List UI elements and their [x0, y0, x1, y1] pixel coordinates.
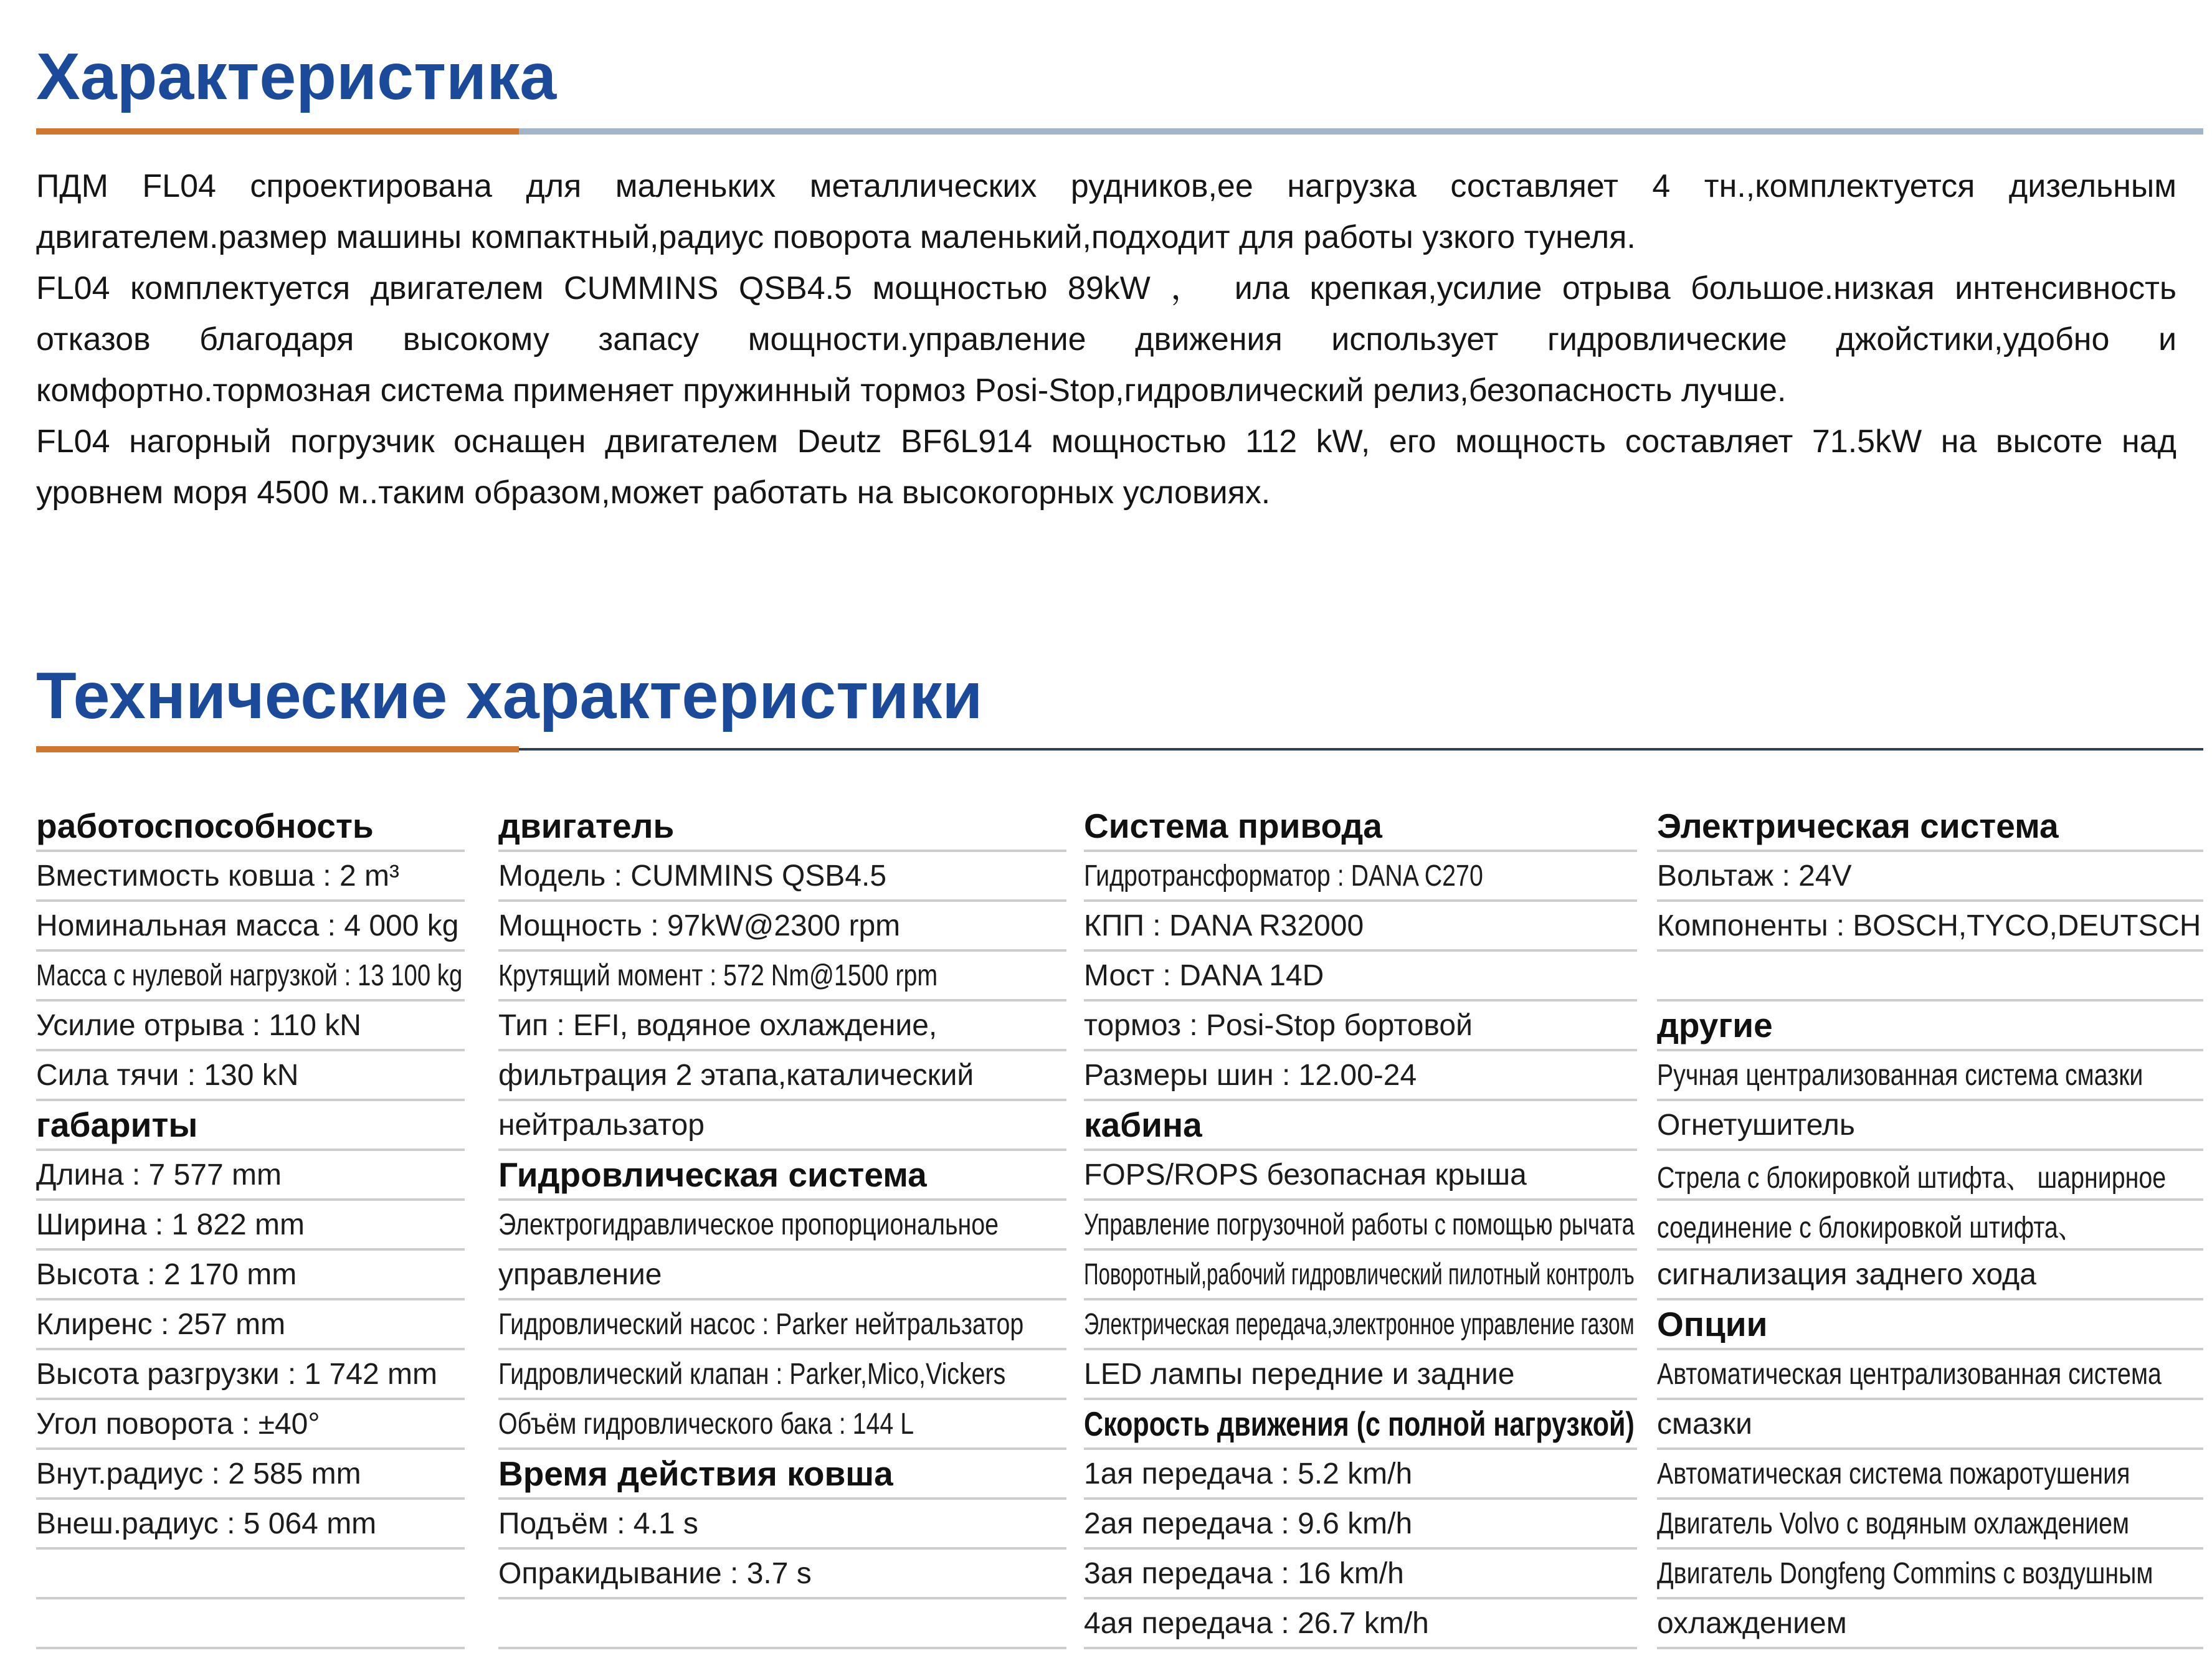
- spec-row: [498, 1350, 1066, 1400]
- spec-row-text: Ручная централизованная система смазки: [1657, 1058, 2143, 1092]
- spec-row-text: Высота разгрузки : 1 742 mm: [36, 1357, 437, 1391]
- spec-row: [1084, 1599, 1637, 1649]
- spec-row-text: Электрогидравлическое пропорциональное: [498, 1208, 999, 1241]
- spec-row-text: Мощность : 97kW@2300 rpm: [498, 909, 901, 942]
- spec-row-text: управление: [498, 1258, 662, 1291]
- spec-row: [498, 1550, 1066, 1599]
- spec-section-header: [1657, 802, 2203, 852]
- spec-row-text: Двигатель Volvo с водяным охлаждением: [1657, 1507, 2130, 1540]
- spec-section-header: [1657, 1300, 2203, 1350]
- spec-row-text: Стрела с блокировкой штифта、 шарнирное: [1657, 1161, 2167, 1195]
- spec-row: [1657, 1251, 2203, 1300]
- spec-section-header: [1084, 1101, 1637, 1151]
- spec-row-text: тормоз : Posi-Stop бортовой: [1084, 1008, 1473, 1042]
- spec-row-text: Высота : 2 170 mm: [36, 1258, 297, 1291]
- spec-row: [36, 1550, 465, 1599]
- spec-row-text: Управление погрузочной работы с помощью рычата: [1084, 1208, 1635, 1241]
- spec-row: [498, 952, 1066, 1002]
- paragraph-line: уровнем моря 4500 м..таким образом,может работать на высокогорных условиях.: [36, 475, 1271, 511]
- spec-row: [498, 852, 1066, 902]
- section-title-characteristics: Характеристика: [36, 40, 557, 113]
- spec-row-text: Масса с нулевой нагрузкой : 13 100 kg: [36, 959, 463, 992]
- spec-row-text: Автоматическая система пожаротушения: [1657, 1457, 2130, 1490]
- spec-row-text: 2ая передача : 9.6 km/h: [1084, 1507, 1413, 1540]
- spec-row-text: кабина: [1084, 1106, 1202, 1144]
- spec-row: [1657, 1550, 2203, 1599]
- spec-row-text: Усилие отрыва : 110 kN: [36, 1008, 361, 1042]
- spec-row: [1084, 1002, 1637, 1051]
- spec-row-text: Модель : CUMMINS QSB4.5: [498, 859, 887, 893]
- spec-row: [36, 1400, 465, 1450]
- spec-row: [36, 1450, 465, 1500]
- spec-row: [1657, 902, 2203, 952]
- spec-column-engine-hydraulics: [498, 802, 1066, 1649]
- spec-row-text: смазки: [1657, 1407, 1752, 1441]
- spec-row-text: Система привода: [1084, 807, 1382, 845]
- spec-row: [1084, 1550, 1637, 1599]
- spec-row-text: Мост : DANA 14D: [1084, 959, 1324, 992]
- accent-underline-orange-2: [36, 746, 519, 752]
- spec-row: [498, 1051, 1066, 1101]
- paragraph-line: комфортно.тормозная система применяет пружинный тормоз Posi-Stop,гидровлический релиз,безопасность лучше.: [36, 372, 1787, 409]
- spec-row-text: охлаждением: [1657, 1606, 1847, 1640]
- spec-row: [498, 1101, 1066, 1151]
- spec-row: [1657, 952, 2203, 1002]
- spec-row-text: габариты: [36, 1106, 198, 1144]
- spec-section-header: [498, 1450, 1066, 1500]
- spec-row: [498, 1251, 1066, 1300]
- spec-section-header: [36, 802, 465, 852]
- spec-row: [498, 1201, 1066, 1251]
- accent-underline-gray-blue: [519, 128, 2203, 135]
- spec-row-text: фильтрация 2 этапа,каталический: [498, 1058, 974, 1092]
- spec-row: [36, 852, 465, 902]
- spec-row: [1084, 952, 1637, 1002]
- spec-section-header: [1084, 802, 1637, 852]
- spec-row: [1657, 1151, 2203, 1201]
- spec-row-text: Поворотный,рабочий гидровлический пилотный контролъ: [1084, 1258, 1635, 1291]
- spec-row: [1084, 902, 1637, 952]
- spec-section-header: [1657, 1002, 2203, 1051]
- spec-row: [1084, 852, 1637, 902]
- spec-row-text: Клиренс : 257 mm: [36, 1307, 286, 1341]
- intro-paragraph: [36, 161, 2176, 518]
- spec-row-text: FOPS/ROPS безопасная крыша: [1084, 1158, 1527, 1191]
- spec-row-text: 4ая передача : 26.7 km/h: [1084, 1606, 1429, 1640]
- spec-row: [1084, 1450, 1637, 1500]
- spec-row-text: Компоненты : BOSCH,TYCO,DEUTSCH: [1657, 909, 2201, 942]
- spec-row-text: нейтральзатор: [498, 1108, 705, 1142]
- spec-row-text: Крутящий момент : 572 Nm@1500 rpm: [498, 959, 938, 992]
- spec-row-text: Огнетушитель: [1657, 1108, 1855, 1142]
- spec-row-text: Номинальная масса : 4 000 kg: [36, 909, 459, 942]
- spec-row: [1657, 1599, 2203, 1649]
- spec-row: [36, 1201, 465, 1251]
- spec-row: [498, 1400, 1066, 1450]
- spec-row-text: Размеры шин : 12.00-24: [1084, 1058, 1417, 1092]
- spec-row-text: 3ая передача : 16 km/h: [1084, 1556, 1404, 1590]
- spec-section-header: [498, 1151, 1066, 1201]
- spec-row: [1657, 1500, 2203, 1550]
- spec-row: [36, 1051, 465, 1101]
- spec-row-text: Электрическая система: [1657, 807, 2059, 845]
- spec-row-text: Гидротрансформатор : DANA C270: [1084, 859, 1483, 893]
- spec-column-performance: [36, 802, 465, 1649]
- spec-row: [1084, 1350, 1637, 1400]
- paragraph-line: FL04 нагорный погрузчик оснащен двигателем Deutz BF6L914 мощностью 112 kW, его мощность составляет 71.5kW на высоте над: [36, 424, 2176, 460]
- accent-underline-navy: [519, 748, 2203, 751]
- spec-row-text: КПП : DANA R32000: [1084, 909, 1364, 942]
- paragraph-line: отказов благодаря высокому запасу мощности.управление движения использует гидровлические джойстики,удобно и: [36, 321, 2176, 358]
- spec-row-text: Объём гидровлического бака : 144 L: [498, 1407, 914, 1441]
- spec-row: [498, 1599, 1066, 1649]
- accent-underline-orange: [36, 128, 519, 135]
- spec-row: [1084, 1201, 1637, 1251]
- spec-row: [36, 1151, 465, 1201]
- spec-row-text: двигатель: [498, 807, 675, 845]
- spec-row-text: Опракидывание : 3.7 s: [498, 1556, 812, 1590]
- spec-row-text: 1ая передача : 5.2 km/h: [1084, 1457, 1413, 1490]
- spec-column-electrical-options: [1657, 802, 2203, 1649]
- spec-row-text: Гидровлический насос : Parker нейтральзатор: [498, 1307, 1024, 1341]
- spec-row: [36, 1300, 465, 1350]
- spec-row-text: Электрическая передача,электронное управление газом: [1084, 1307, 1635, 1341]
- spec-row: [36, 1599, 465, 1649]
- spec-row: [1084, 1251, 1637, 1300]
- spec-row-text: Гидровлическая система: [498, 1155, 927, 1194]
- spec-row: [36, 902, 465, 952]
- spec-row-text: Угол поворота : ±40°: [36, 1407, 320, 1441]
- spec-row-text: Гидровлический клапан : Parker,Mico,Vickers: [498, 1357, 1006, 1391]
- spec-row-text: Длина : 7 577 mm: [36, 1158, 282, 1191]
- spec-row: [1084, 1051, 1637, 1101]
- spec-row-text: другие: [1657, 1006, 1773, 1044]
- spec-row: [1657, 1101, 2203, 1151]
- spec-row-text: соединение с блокировкой штифта、: [1657, 1211, 2083, 1244]
- spec-row-text: Двигатель Dongfeng Commins с воздушным: [1657, 1556, 2153, 1590]
- spec-row-text: Опции: [1657, 1305, 1768, 1343]
- paragraph-line: FL04 комплектуется двигателем CUMMINS QSB4.5 мощностью 89kW ， ила крепкая,усилие отрыва большое.низкая интенсивность: [36, 270, 2176, 306]
- spec-row: [1657, 852, 2203, 902]
- section-title-specs: Технические характеристики: [36, 659, 983, 732]
- spec-row-text: Автоматическая централизованная система: [1657, 1357, 2162, 1391]
- spec-row-text: Вольтаж : 24V: [1657, 859, 1852, 893]
- paragraph-line: двигателем.размер машины компактный,радиус поворота маленький,подходит для работы узкого тунеля.: [36, 219, 1636, 255]
- spec-row: [498, 902, 1066, 952]
- spec-row: [498, 1002, 1066, 1051]
- spec-row: [1657, 1201, 2203, 1251]
- spec-row-text: LED лампы передние и задние: [1084, 1357, 1515, 1391]
- spec-row-text: Внеш.радиус : 5 064 mm: [36, 1507, 377, 1540]
- spec-section-header: [36, 1101, 465, 1151]
- spec-row-text: Время действия ковша: [498, 1454, 893, 1493]
- specs-table: [0, 802, 2212, 1649]
- paragraph-line: ПДМ FL04 спроектирована для маленьких металлических рудников,ее нагрузка составляет 4 тн.,комплектуется дизельным: [36, 168, 2176, 204]
- spec-row: [36, 952, 465, 1002]
- spec-row-text: Вместимость ковша : 2 m³: [36, 859, 399, 893]
- spec-row: [1657, 1400, 2203, 1450]
- spec-row: [498, 1300, 1066, 1350]
- spec-row-text: Ширина : 1 822 mm: [36, 1208, 305, 1241]
- spec-section-header: [498, 802, 1066, 852]
- spec-row: [1657, 1450, 2203, 1500]
- spec-row-text: Скорость движения (с полной нагрузкой): [1084, 1404, 1635, 1443]
- spec-row-text: работоспособность: [36, 807, 374, 845]
- spec-row: [36, 1350, 465, 1400]
- spec-row: [1084, 1300, 1637, 1350]
- spec-row-text: сигнализация заднего хода: [1657, 1258, 2036, 1291]
- spec-row: [1657, 1350, 2203, 1400]
- spec-row-text: Сила тячи : 130 kN: [36, 1058, 299, 1092]
- spec-row: [36, 1500, 465, 1550]
- spec-row-text: Внут.радиус : 2 585 mm: [36, 1457, 361, 1490]
- spec-row: [498, 1500, 1066, 1550]
- spec-row: [36, 1002, 465, 1051]
- spec-section-header: [1084, 1400, 1637, 1450]
- spec-row: [1657, 1051, 2203, 1101]
- spec-column-drive-cabin: [1084, 802, 1637, 1649]
- spec-row: [1084, 1151, 1637, 1201]
- spec-row: [36, 1251, 465, 1300]
- spec-row-text: Тип : EFI, водяное охлаждение,: [498, 1008, 937, 1042]
- spec-row-text: Подъём : 4.1 s: [498, 1507, 698, 1540]
- spec-row: [1084, 1500, 1637, 1550]
